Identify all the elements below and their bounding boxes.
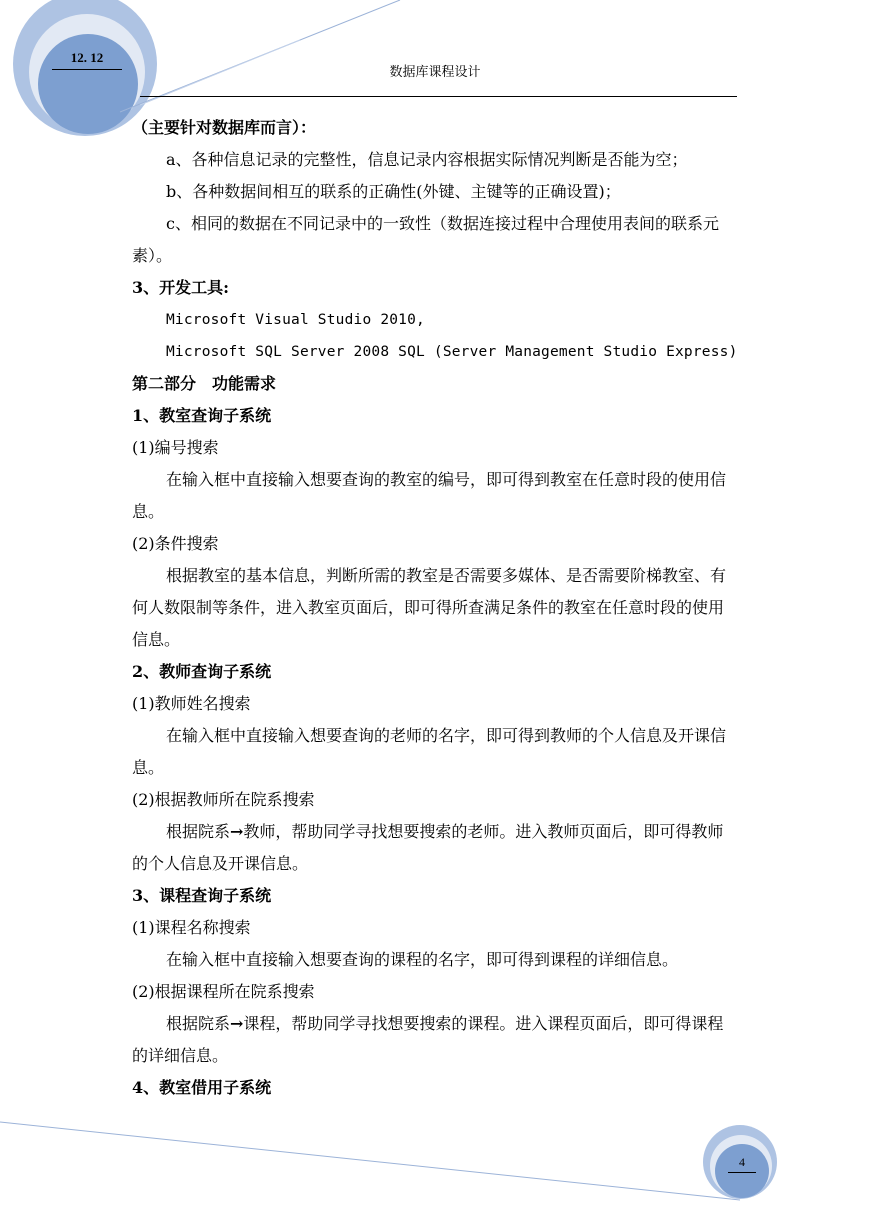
- requirement-item-c: c、相同的数据在不同记录中的一致性（数据连接过程中合理使用表间的联系元素）。: [132, 214, 719, 265]
- section-2-2-text: [132, 816, 738, 880]
- section-2-1-text: 在输入框中直接输入想要查询的老师的名字，即可得到教师的个人信息及开课信息。: [132, 726, 727, 777]
- section-3-2-text-a: 根据院系: [166, 1014, 231, 1033]
- section-2-2-text-a: 根据院系: [166, 822, 231, 841]
- section-3-1-title: (1)课程名称搜索: [132, 918, 251, 937]
- section-3-2-text-b: 课程，帮助同学寻找想要搜索的课程。进入课程页面后，即可得课程的详细信息。: [132, 1014, 724, 1065]
- section-4-heading: 4、教室借用子系统: [132, 1078, 272, 1097]
- section-3-2-title: (2)根据课程所在院系搜索: [132, 982, 315, 1001]
- section-3-2-text: [132, 1008, 738, 1072]
- section-1-1-text: 在输入框中直接输入想要查询的教室的编号，即可得到教室在任意时段的使用信息。: [132, 470, 727, 521]
- arrow-icon: →: [230, 1014, 244, 1033]
- section-1-1-title: (1)编号搜索: [132, 438, 219, 457]
- section-1-2-text: 根据教室的基本信息，判断所需的教室是否需要多媒体、是否需要阶梯教室、有何人数限制等条件，进入教室页面后，即可得所查满足条件的教室在任意时段的使用信息。: [132, 566, 727, 649]
- tool-item-1: Microsoft Visual Studio 2010,: [166, 312, 425, 328]
- section-1-heading: 1、教室查询子系统: [132, 406, 272, 425]
- section-2-2-text-b: 教师，帮助同学寻找想要搜索的老师。进入教师页面后，即可得教师的个人信息及开课信息。: [132, 822, 724, 873]
- requirement-item-b: b、各种数据间相互的联系的正确性(外键、主键等的正确设置)；: [166, 182, 621, 201]
- page-number-underline: [728, 1172, 756, 1173]
- page-number: 4: [739, 1155, 745, 1169]
- header-date: 12. 12: [70, 50, 104, 65]
- header-date-underline: [52, 69, 122, 70]
- section-2-2-title: (2)根据教师所在院系搜索: [132, 790, 315, 809]
- intro-note: （主要针对数据库而言）：: [132, 118, 317, 137]
- section-1-2-title: (2)条件搜索: [132, 534, 219, 553]
- header-rule: [140, 96, 737, 97]
- arrow-icon: →: [230, 822, 244, 841]
- footer-diagonal-line: [0, 1122, 740, 1200]
- tool-item-2: Microsoft SQL Server 2008 SQL (Server Management Studio Express): [166, 344, 738, 360]
- section-3-1-text: 在输入框中直接输入想要查询的课程的名字，即可得到课程的详细信息。: [166, 950, 679, 969]
- section-2-1-title: (1)教师姓名搜索: [132, 694, 251, 713]
- header-title: 数据库课程设计: [389, 65, 481, 80]
- section-3-heading: 3、课程查询子系统: [132, 886, 272, 905]
- requirement-item-a: a、各种信息记录的完整性，信息记录内容根据实际情况判断是否能为空；: [166, 150, 688, 169]
- document-body: [132, 112, 738, 1104]
- tools-heading: 3、开发工具:: [132, 278, 230, 297]
- section-2-heading: 2、教师查询子系统: [132, 662, 272, 681]
- part2-heading: 第二部分 功能需求: [132, 374, 277, 393]
